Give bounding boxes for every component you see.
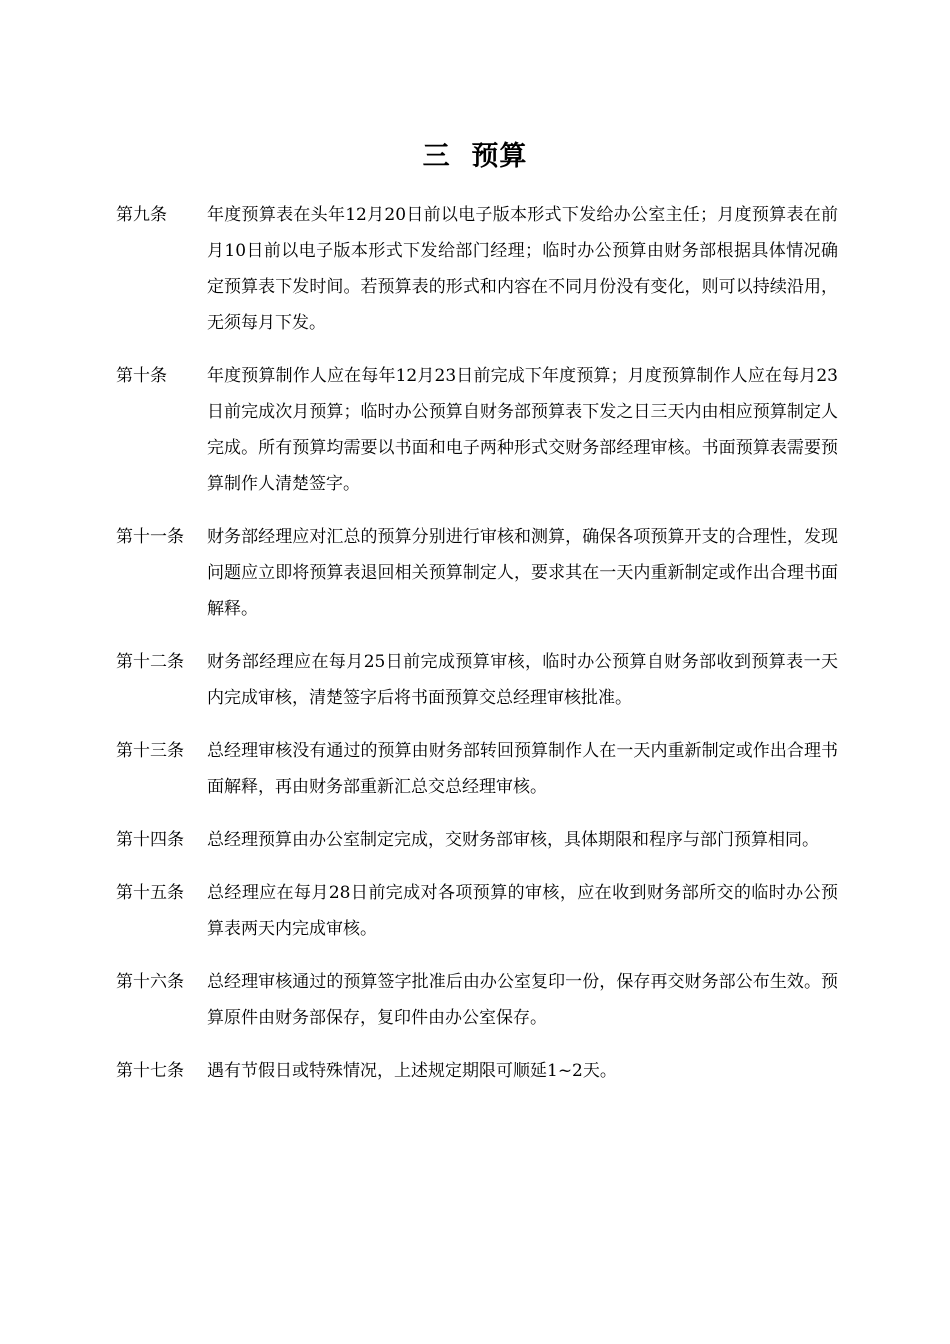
article-text: 总经理应在每月28日前完成对各项预算的审核，应在收到财务部所交的临时办公预算表两天内完成审核。	[207, 883, 838, 939]
article-item	[116, 964, 838, 1036]
article-number: 第十三条	[116, 741, 184, 761]
article-list	[116, 197, 838, 1106]
article-item	[116, 644, 838, 716]
article-text: 财务部经理应对汇总的预算分别进行审核和测算，确保各项预算开支的合理性，发现问题应立即将预算表退回相关预算制定人，要求其在一天内重新制定或作出合理书面解释。	[207, 527, 838, 619]
article-item	[116, 1053, 838, 1089]
article-item	[116, 875, 838, 947]
article-number: 第十六条	[116, 972, 184, 992]
article-number: 第十四条	[116, 830, 184, 850]
article-item	[116, 733, 838, 805]
article-number: 第十五条	[116, 883, 184, 903]
article-text: 遇有节假日或特殊情况，上述规定期限可顺延1~2天。	[207, 1061, 617, 1081]
article-item	[116, 519, 838, 627]
article-number: 第十二条	[116, 652, 184, 672]
article-item	[116, 197, 838, 341]
article-text: 总经理审核没有通过的预算由财务部转回预算制作人在一天内重新制定或作出合理书面解释，再由财务部重新汇总交总经理审核。	[207, 741, 838, 797]
article-number: 第九条	[116, 205, 167, 225]
article-number: 第十七条	[116, 1061, 184, 1081]
article-text: 年度预算制作人应在每年12月23日前完成下年度预算；月度预算制作人应在每月23日前完成次月预算；临时办公预算自财务部预算表下发之日三天内由相应预算制定人完成。所有预算均需要以书面和电子两种形式交财务部经理审核。书面预算表需要预算制作人清楚签字。	[207, 366, 838, 494]
article-item	[116, 822, 838, 858]
page-title: 三 预算	[422, 141, 528, 172]
article-text: 财务部经理应在每月25日前完成预算审核，临时办公预算自财务部收到预算表一天内完成审核，清楚签字后将书面预算交总经理审核批准。	[207, 652, 838, 708]
article-number: 第十条	[116, 366, 167, 386]
article-text: 总经理预算由办公室制定完成，交财务部审核，具体期限和程序与部门预算相同。	[207, 830, 819, 850]
article-item	[116, 358, 838, 502]
article-text: 年度预算表在头年12月20日前以电子版本形式下发给办公室主任；月度预算表在前月10日前以电子版本形式下发给部门经理；临时办公预算由财务部根据具体情况确定预算表下发时间。若预算表的形式和内容在不同月份没有变化，则可以持续沿用，无须每月下发。	[207, 205, 838, 333]
article-number: 第十一条	[116, 527, 184, 547]
article-text: 总经理审核通过的预算签字批准后由办公室复印一份，保存再交财务部公布生效。预算原件由财务部保存，复印件由办公室保存。	[207, 972, 838, 1028]
